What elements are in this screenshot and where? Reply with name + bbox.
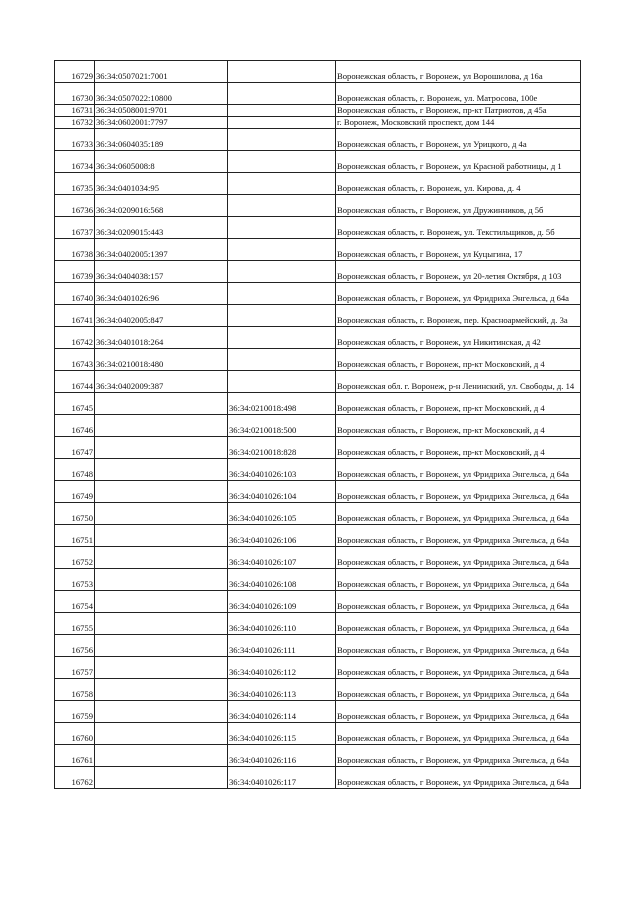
row-number-cell: 16759 xyxy=(55,701,95,723)
cadastral-number-cell xyxy=(95,415,228,437)
cadastral-number-cell xyxy=(95,547,228,569)
cadastral-number-cell: 36:34:0401018:264 xyxy=(95,327,228,349)
table-row xyxy=(55,83,581,105)
cadastral-number-cell: 36:34:0401026:96 xyxy=(95,283,228,305)
address-cell: Воронежская область, г Воронеж, ул Фридриха Энгельса, д 64а xyxy=(336,657,581,679)
row-number-cell: 16739 xyxy=(55,261,95,283)
address-cell: Воронежская область, г. Воронеж, пер. Красноармейский, д. 3а xyxy=(336,305,581,327)
cadastral-number-cell xyxy=(95,481,228,503)
cadastral-number-cell xyxy=(95,613,228,635)
cadastral-number-secondary-cell xyxy=(228,349,336,371)
row-number-cell: 16761 xyxy=(55,745,95,767)
row-number-cell: 16733 xyxy=(55,129,95,151)
cadastral-number-secondary-cell xyxy=(228,239,336,261)
cadastral-number-secondary-cell: 36:34:0401026:105 xyxy=(228,503,336,525)
row-number-cell: 16750 xyxy=(55,503,95,525)
row-number-cell: 16753 xyxy=(55,569,95,591)
table-row xyxy=(55,105,581,117)
row-number-cell: 16732 xyxy=(55,117,95,129)
table-row xyxy=(55,701,581,723)
cadastral-number-cell xyxy=(95,459,228,481)
cadastral-number-secondary-cell: 36:34:0210018:828 xyxy=(228,437,336,459)
cadastral-number-secondary-cell: 36:34:0401026:104 xyxy=(228,481,336,503)
cadastral-number-secondary-cell: 36:34:0401026:103 xyxy=(228,459,336,481)
cadastral-number-secondary-cell: 36:34:0401026:112 xyxy=(228,657,336,679)
address-cell: Воронежская область, г Воронеж, ул Никитинская, д 42 xyxy=(336,327,581,349)
row-number-cell: 16754 xyxy=(55,591,95,613)
row-number-cell: 16737 xyxy=(55,217,95,239)
table-row xyxy=(55,305,581,327)
address-cell: Воронежская область, г Воронеж, ул 20-летия Октября, д 103 xyxy=(336,261,581,283)
address-cell: Воронежская область, г Воронеж, пр-кт Московский, д 4 xyxy=(336,437,581,459)
cadastral-number-secondary-cell xyxy=(228,173,336,195)
row-number-cell: 16738 xyxy=(55,239,95,261)
address-cell: Воронежская область, г Воронеж, ул Фридриха Энгельса, д 64а xyxy=(336,613,581,635)
table-row xyxy=(55,459,581,481)
cadastral-number-secondary-cell: 36:34:0210018:498 xyxy=(228,393,336,415)
address-cell: г. Воронеж, Московский проспект, дом 144 xyxy=(336,117,581,129)
address-cell: Воронежская область, г Воронеж, ул Фридриха Энгельса, д 64а xyxy=(336,459,581,481)
cadastral-number-cell: 36:34:0402005:847 xyxy=(95,305,228,327)
cadastral-number-secondary-cell: 36:34:0210018:500 xyxy=(228,415,336,437)
row-number-cell: 16731 xyxy=(55,105,95,117)
address-cell: Воронежская область, г Воронеж, ул Фридриха Энгельса, д 64а xyxy=(336,569,581,591)
cadastral-number-cell: 36:34:0210018:480 xyxy=(95,349,228,371)
cadastral-number-secondary-cell xyxy=(228,283,336,305)
cadastral-number-cell: 36:34:0401034:95 xyxy=(95,173,228,195)
table-row xyxy=(55,261,581,283)
row-number-cell: 16755 xyxy=(55,613,95,635)
table-row xyxy=(55,723,581,745)
row-number-cell: 16746 xyxy=(55,415,95,437)
row-number-cell: 16747 xyxy=(55,437,95,459)
cadastral-number-secondary-cell xyxy=(228,327,336,349)
cadastral-number-cell xyxy=(95,657,228,679)
table-row xyxy=(55,547,581,569)
cadastral-number-cell: 36:34:0602001:7797 xyxy=(95,117,228,129)
table-row xyxy=(55,481,581,503)
cadastral-number-secondary-cell: 36:34:0401026:109 xyxy=(228,591,336,613)
property-table-body xyxy=(55,61,581,789)
address-cell: Воронежская область, г Воронеж, ул Фридриха Энгельса, д 64а xyxy=(336,283,581,305)
cadastral-number-secondary-cell: 36:34:0401026:115 xyxy=(228,723,336,745)
address-cell: Воронежская область, г Воронеж, ул Фридриха Энгельса, д 64а xyxy=(336,723,581,745)
cadastral-number-cell: 36:34:0209015:443 xyxy=(95,217,228,239)
cadastral-number-cell: 36:34:0604035:189 xyxy=(95,129,228,151)
row-number-cell: 16760 xyxy=(55,723,95,745)
address-cell: Воронежская область, г Воронеж, ул Фридриха Энгельса, д 64а xyxy=(336,481,581,503)
row-number-cell: 16741 xyxy=(55,305,95,327)
row-number-cell: 16743 xyxy=(55,349,95,371)
row-number-cell: 16748 xyxy=(55,459,95,481)
table-row xyxy=(55,117,581,129)
document-page xyxy=(54,60,581,789)
table-row xyxy=(55,679,581,701)
table-row xyxy=(55,393,581,415)
row-number-cell: 16735 xyxy=(55,173,95,195)
cadastral-number-secondary-cell: 36:34:0401026:107 xyxy=(228,547,336,569)
cadastral-number-cell xyxy=(95,745,228,767)
cadastral-number-cell: 36:34:0209016:568 xyxy=(95,195,228,217)
table-row xyxy=(55,173,581,195)
table-row xyxy=(55,61,581,83)
table-row xyxy=(55,327,581,349)
cadastral-number-secondary-cell xyxy=(228,305,336,327)
cadastral-number-secondary-cell xyxy=(228,151,336,173)
row-number-cell: 16740 xyxy=(55,283,95,305)
cadastral-number-secondary-cell xyxy=(228,129,336,151)
address-cell: Воронежская область, г Воронеж, ул Фридриха Энгельса, д 64а xyxy=(336,767,581,789)
table-row xyxy=(55,283,581,305)
cadastral-number-secondary-cell xyxy=(228,61,336,83)
cadastral-number-cell: 36:34:0404038:157 xyxy=(95,261,228,283)
table-row xyxy=(55,437,581,459)
cadastral-number-secondary-cell xyxy=(228,371,336,393)
cadastral-number-secondary-cell xyxy=(228,105,336,117)
cadastral-number-cell xyxy=(95,393,228,415)
row-number-cell: 16752 xyxy=(55,547,95,569)
address-cell: Воронежская обл. г. Воронеж, р-н Ленинский, ул. Свободы, д. 14 xyxy=(336,371,581,393)
address-cell: Воронежская область, г Воронеж, ул Куцыгина, 17 xyxy=(336,239,581,261)
cadastral-number-cell xyxy=(95,635,228,657)
cadastral-number-secondary-cell xyxy=(228,217,336,239)
cadastral-number-cell xyxy=(95,679,228,701)
row-number-cell: 16729 xyxy=(55,61,95,83)
row-number-cell: 16734 xyxy=(55,151,95,173)
row-number-cell: 16751 xyxy=(55,525,95,547)
address-cell: Воронежская область, г Воронеж, ул Дружинников, д 5б xyxy=(336,195,581,217)
table-row xyxy=(55,569,581,591)
cadastral-number-secondary-cell: 36:34:0401026:116 xyxy=(228,745,336,767)
table-row xyxy=(55,371,581,393)
address-cell: Воронежская область, г Воронеж, пр-кт Московский, д 4 xyxy=(336,415,581,437)
cadastral-number-secondary-cell xyxy=(228,117,336,129)
cadastral-number-cell xyxy=(95,767,228,789)
address-cell: Воронежская область, г Воронеж, ул Фридриха Энгельса, д 64а xyxy=(336,635,581,657)
address-cell: Воронежская область, г. Воронеж, ул. Текстильщиков, д. 5б xyxy=(336,217,581,239)
address-cell: Воронежская область, г Воронеж, ул Фридриха Энгельса, д 64а xyxy=(336,525,581,547)
cadastral-number-cell: 36:34:0605008:8 xyxy=(95,151,228,173)
address-cell: Воронежская область, г Воронеж, ул Ворошилова, д 16а xyxy=(336,61,581,83)
cadastral-number-secondary-cell: 36:34:0401026:114 xyxy=(228,701,336,723)
table-row xyxy=(55,151,581,173)
cadastral-number-secondary-cell: 36:34:0401026:108 xyxy=(228,569,336,591)
row-number-cell: 16762 xyxy=(55,767,95,789)
table-row xyxy=(55,525,581,547)
cadastral-number-secondary-cell: 36:34:0401026:106 xyxy=(228,525,336,547)
table-row xyxy=(55,745,581,767)
row-number-cell: 16758 xyxy=(55,679,95,701)
cadastral-number-cell xyxy=(95,591,228,613)
cadastral-number-cell: 36:34:0508001:9701 xyxy=(95,105,228,117)
cadastral-number-cell xyxy=(95,437,228,459)
cadastral-number-cell xyxy=(95,503,228,525)
row-number-cell: 16744 xyxy=(55,371,95,393)
row-number-cell: 16730 xyxy=(55,83,95,105)
cadastral-number-cell xyxy=(95,569,228,591)
cadastral-number-secondary-cell: 36:34:0401026:111 xyxy=(228,635,336,657)
cadastral-number-cell xyxy=(95,701,228,723)
cadastral-number-secondary-cell xyxy=(228,195,336,217)
table-row xyxy=(55,657,581,679)
cadastral-number-cell: 36:34:0402005:1397 xyxy=(95,239,228,261)
cadastral-number-secondary-cell: 36:34:0401026:113 xyxy=(228,679,336,701)
address-cell: Воронежская область, г Воронеж, пр-кт Патриотов, д 45а xyxy=(336,105,581,117)
table-row xyxy=(55,349,581,371)
cadastral-number-secondary-cell: 36:34:0401026:117 xyxy=(228,767,336,789)
table-row xyxy=(55,129,581,151)
row-number-cell: 16742 xyxy=(55,327,95,349)
table-row xyxy=(55,239,581,261)
table-row xyxy=(55,503,581,525)
address-cell: Воронежская область, г Воронеж, пр-кт Московский, д 4 xyxy=(336,349,581,371)
address-cell: Воронежская область, г Воронеж, пр-кт Московский, д 4 xyxy=(336,393,581,415)
cadastral-number-secondary-cell: 36:34:0401026:110 xyxy=(228,613,336,635)
table-row xyxy=(55,613,581,635)
table-row xyxy=(55,217,581,239)
row-number-cell: 16736 xyxy=(55,195,95,217)
address-cell: Воронежская область, г Воронеж, ул Фридриха Энгельса, д 64а xyxy=(336,701,581,723)
table-row xyxy=(55,415,581,437)
cadastral-number-cell xyxy=(95,525,228,547)
cadastral-number-cell xyxy=(95,723,228,745)
address-cell: Воронежская область, г Воронеж, ул Урицкого, д 4а xyxy=(336,129,581,151)
cadastral-number-secondary-cell xyxy=(228,261,336,283)
address-cell: Воронежская область, г Воронеж, ул Фридриха Энгельса, д 64а xyxy=(336,591,581,613)
address-cell: Воронежская область, г. Воронеж, ул. Кирова, д. 4 xyxy=(336,173,581,195)
table-row xyxy=(55,195,581,217)
address-cell: Воронежская область, г Воронеж, ул Красной работницы, д 1 xyxy=(336,151,581,173)
row-number-cell: 16757 xyxy=(55,657,95,679)
address-cell: Воронежская область, г. Воронеж, ул. Матросова, 100е xyxy=(336,83,581,105)
address-cell: Воронежская область, г Воронеж, ул Фридриха Энгельса, д 64а xyxy=(336,745,581,767)
table-row xyxy=(55,635,581,657)
address-cell: Воронежская область, г Воронеж, ул Фридриха Энгельса, д 64а xyxy=(336,547,581,569)
row-number-cell: 16756 xyxy=(55,635,95,657)
property-table xyxy=(54,60,581,789)
row-number-cell: 16749 xyxy=(55,481,95,503)
cadastral-number-secondary-cell xyxy=(228,83,336,105)
address-cell: Воронежская область, г Воронеж, ул Фридриха Энгельса, д 64а xyxy=(336,503,581,525)
cadastral-number-cell: 36:34:0507021:7001 xyxy=(95,61,228,83)
row-number-cell: 16745 xyxy=(55,393,95,415)
address-cell: Воронежская область, г Воронеж, ул Фридриха Энгельса, д 64а xyxy=(336,679,581,701)
table-row xyxy=(55,767,581,789)
table-row xyxy=(55,591,581,613)
cadastral-number-cell: 36:34:0402009:387 xyxy=(95,371,228,393)
cadastral-number-cell: 36:34:0507022:10800 xyxy=(95,83,228,105)
